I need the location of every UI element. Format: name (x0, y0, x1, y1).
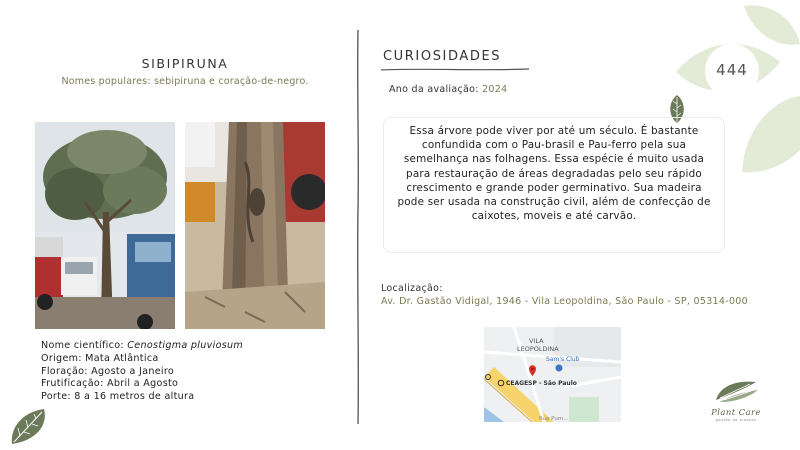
evaluation-year: Ano da avaliação: 2024 (389, 84, 508, 95)
curiosities-title: CURIOSIDADES (383, 49, 502, 64)
location-map[interactable] (484, 327, 621, 422)
species-details (41, 340, 243, 404)
logo-tagline: gestão de plantas (715, 418, 757, 422)
tree-photo-trunk (185, 122, 325, 329)
popular-names: Nomes populares: sebipiruna e coração-de-negro. (61, 76, 309, 87)
logo-name: Plant Care (711, 408, 761, 418)
tree-photo-full (35, 122, 175, 329)
map-district-2: LEOPOLDINA (517, 345, 559, 353)
scientific-name: Nome científico: Cenostigma pluviosum (41, 340, 244, 351)
species-title: SIBIPIRUNA (141, 56, 229, 71)
column-divider (355, 30, 361, 424)
curiosities-text: Essa árvore pode viver por até um século. É bastante confundida com o Pau-brasil e Pau-ferro pela sua semelhança nas folhagens. Essa espécie é muito usada para restauração de áreas degradadas pelo seu rápido crescimento e grande poder germinativo. Sua madeira pode ser usada na construção civil, além de confecção de caixotes, moveis e até carvão. (383, 117, 725, 253)
fruiting: Frutificação: Abril a Agosto (41, 378, 179, 390)
tree-size: Porte: 8 a 16 metros de altura (41, 391, 195, 403)
tree-number-badge: 444 (716, 61, 748, 79)
title-underline (381, 66, 529, 72)
map-street: Rua Pum... (539, 416, 569, 422)
location-address[interactable]: Av. Dr. Gastão Vidigal, 1946 - Vila Leopoldina, São Paulo - SP, 05314-000 (381, 296, 748, 307)
location-label: Localização: (381, 283, 443, 294)
map-poi: Sam's Club (546, 356, 580, 363)
plant-care-logo (705, 378, 767, 422)
map-district-1: VILA (529, 337, 544, 345)
map-place: CEAGESP - São Paulo (506, 380, 577, 387)
leaf-corner-icon (8, 406, 48, 446)
origin: Origem: Mata Atlântica (41, 352, 159, 364)
flowering: Floração: Agosto a Janeiro (41, 365, 175, 377)
logo-leaf-icon (712, 378, 760, 404)
